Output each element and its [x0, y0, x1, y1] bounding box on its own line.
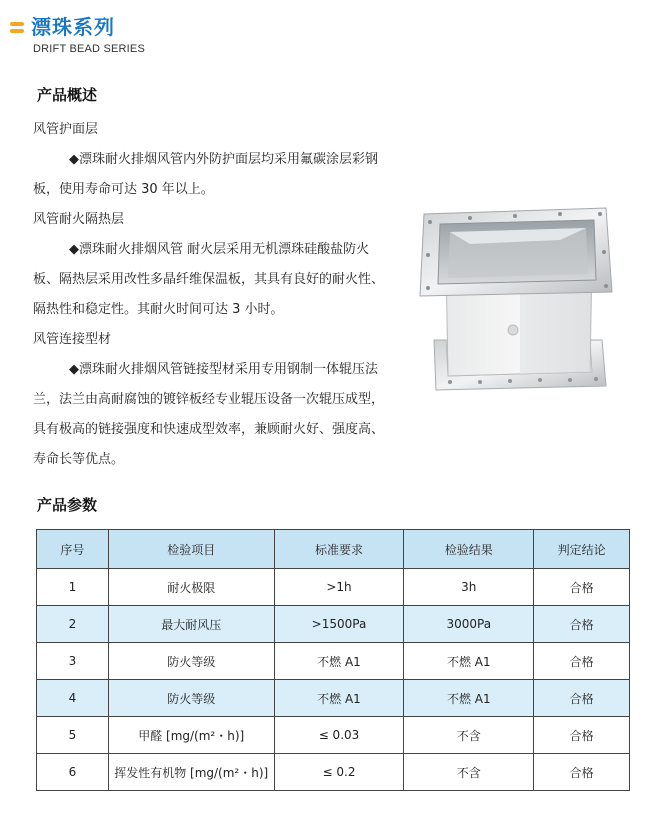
- cell-item: 防火等级: [108, 643, 274, 680]
- table-row: [37, 717, 630, 754]
- section-title-insulation: 风管耐火隔热层: [33, 212, 125, 227]
- cell-result: 不燃 A1: [404, 643, 534, 680]
- cell-no: 1: [37, 569, 109, 606]
- cell-item: 最大耐风压: [108, 606, 274, 643]
- cell-standard: >1h: [274, 569, 404, 606]
- cell-verdict: 合格: [534, 680, 630, 717]
- section-title-connection: 风管连接型材: [33, 332, 112, 347]
- cell-standard: ≤ 0.03: [274, 717, 404, 754]
- table-header-row: [37, 530, 630, 569]
- series-title: 漂珠系列: [31, 15, 115, 39]
- series-subtitle: DRIFT BEAD SERIES: [33, 43, 145, 55]
- duct-product-image: [410, 200, 625, 400]
- overview-heading: 产品概述: [37, 86, 98, 104]
- table-row: [37, 754, 630, 791]
- cell-item: 挥发性有机物 [mg/(m²・h)]: [108, 754, 274, 791]
- section-text-insulation: ◆漂珠耐火排烟风管 耐火层采用无机漂珠硅酸盐防火板、隔热层采用改性多晶纤维保温板，其具有良好的耐火性、隔热性和稳定性。其耐火时间可达 3 小时。: [33, 242, 385, 317]
- cell-result: 不含: [404, 754, 534, 791]
- section-text-surface: ◆漂珠耐火排烟风管内外防护面层均采用氟碳涂层彩钢板，使用寿命可达 30 年以上。: [33, 152, 378, 197]
- header-result: 检验结果: [404, 530, 534, 569]
- cell-standard: 不燃 A1: [274, 643, 404, 680]
- cell-no: 6: [37, 754, 109, 791]
- cell-item: 耐火极限: [108, 569, 274, 606]
- header-standard: 标准要求: [274, 530, 404, 569]
- header-accent-icon: [10, 22, 24, 34]
- cell-result: 3000Pa: [404, 606, 534, 643]
- table-row: [37, 569, 630, 606]
- cell-standard: ≤ 0.2: [274, 754, 404, 791]
- table-row: [37, 680, 630, 717]
- cell-verdict: 合格: [534, 569, 630, 606]
- cell-verdict: 合格: [534, 643, 630, 680]
- cell-no: 5: [37, 717, 109, 754]
- cell-no: 4: [37, 680, 109, 717]
- cell-result: 不燃 A1: [404, 680, 534, 717]
- section-title-surface: 风管护面层: [33, 122, 99, 137]
- section-text-connection: ◆漂珠耐火排烟风管链接型材采用专用钢制一体辊压法兰，法兰由高耐腐蚀的镀锌板经专业辊压设备一次辊压成型，具有极高的链接强度和快速成型效率，兼顾耐火好、强度高、寿命长等优点。: [33, 362, 385, 467]
- cell-item: 甲醛 [mg/(m²・h)]: [108, 717, 274, 754]
- cell-no: 3: [37, 643, 109, 680]
- cell-verdict: 合格: [534, 754, 630, 791]
- params-heading: 产品参数: [37, 496, 98, 514]
- cell-no: 2: [37, 606, 109, 643]
- cell-result: 3h: [404, 569, 534, 606]
- cell-standard: >1500Pa: [274, 606, 404, 643]
- cell-verdict: 合格: [534, 606, 630, 643]
- cell-standard: 不燃 A1: [274, 680, 404, 717]
- header-no: 序号: [37, 530, 109, 569]
- cell-verdict: 合格: [534, 717, 630, 754]
- params-table: [36, 529, 630, 791]
- header-item: 检验项目: [108, 530, 274, 569]
- cell-result: 不含: [404, 717, 534, 754]
- cell-item: 防火等级: [108, 680, 274, 717]
- params-table-wrapper: [36, 529, 630, 791]
- overview-content: [33, 115, 393, 475]
- table-row: [37, 643, 630, 680]
- header-verdict: 判定结论: [534, 530, 630, 569]
- table-row: [37, 606, 630, 643]
